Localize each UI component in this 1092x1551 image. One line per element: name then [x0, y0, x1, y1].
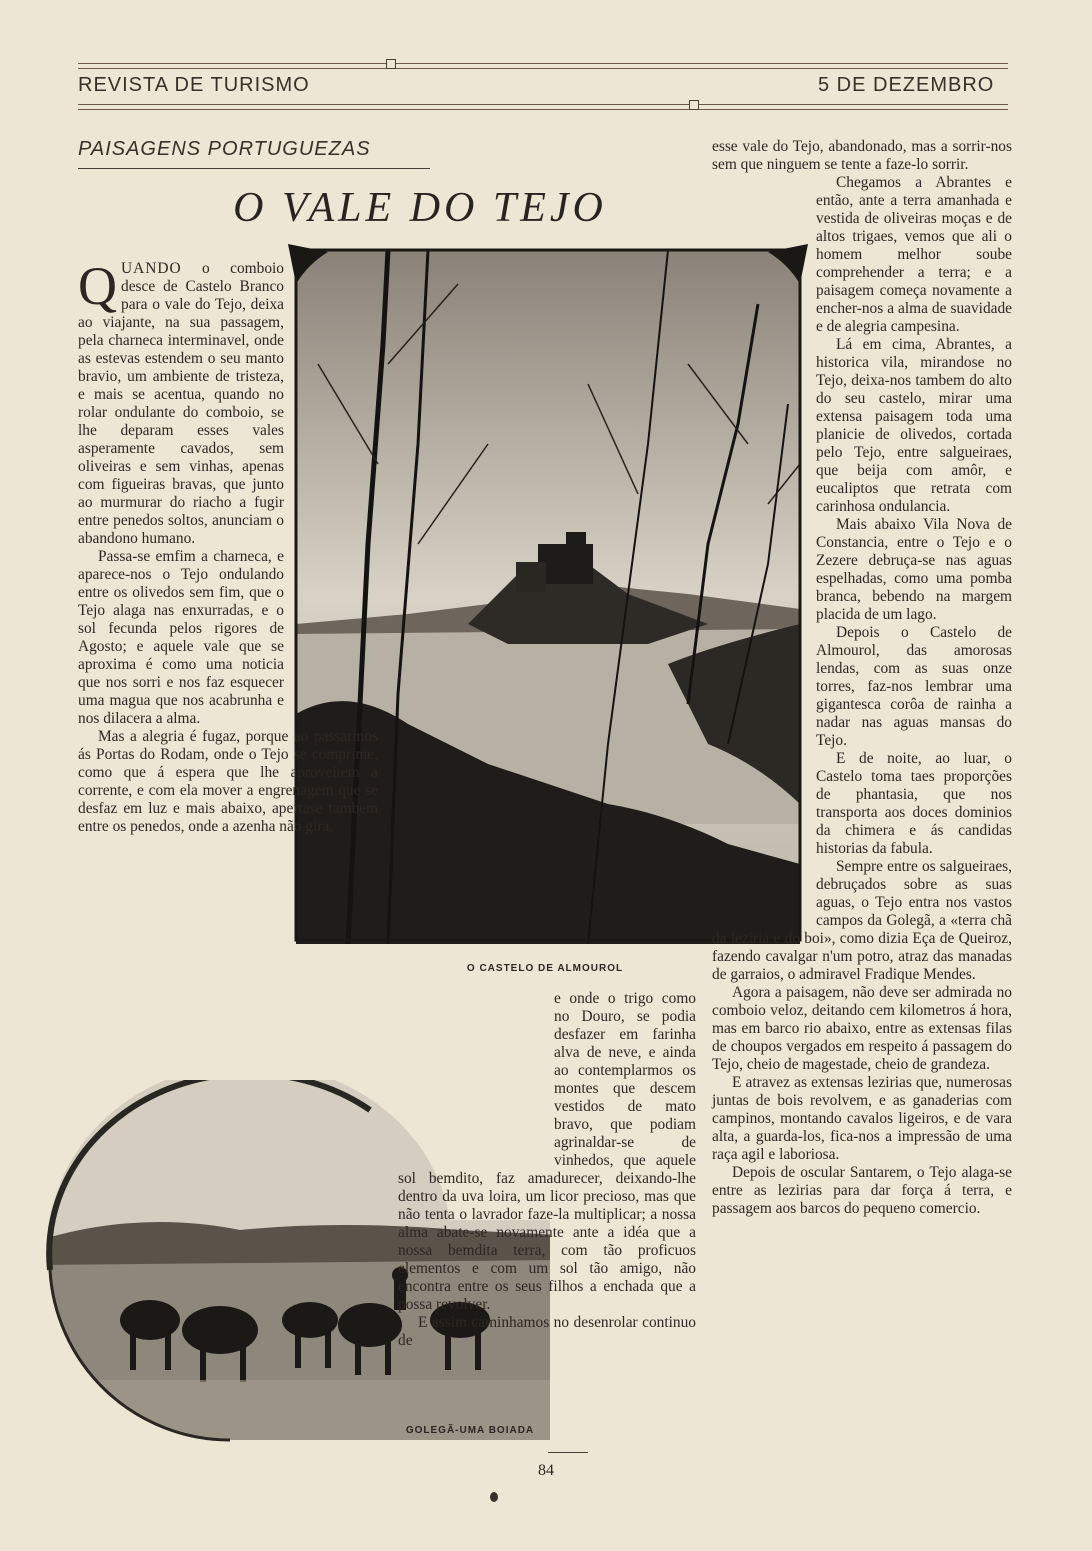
- column-3-paragraph-2: Chegamos a Abrantes e então, ante a terra amanhada e vestida de oliveiras moças e de altos trigaes, vemos que ali o homem melhor soube comprehender a terra; e a paisagem começa novamente a encher-nos a alma de suavidade e de alegria campesina.: [816, 174, 1012, 335]
- column-3-paragraph-3: Lá em cima, Abrantes, a historica vila, mirandose no Tejo, deixa-nos tambem do alto do seu castelo, mirar uma extensa paisagem toda uma planicie de olivedos, cortada pelo Tejo, entre salgueiraes, que beija com amôr, e eucaliptos que retrata com carinhosa ondulancia.: [816, 336, 1012, 515]
- section-title: PAISAGENS PORTUGUEZAS: [78, 138, 371, 160]
- oxen-caption: GOLEGÃ-UMA BOIADA: [405, 1425, 535, 1436]
- column-3-paragraph-10: Depois de oscular Santarem, o Tejo alaga-se entre as lezirias para dar força á terra, e passagem aos barcos do pequeno comercio.: [712, 1164, 1012, 1217]
- issue-date: 5 DE DEZEMBRO: [818, 74, 995, 96]
- paragraph-1: [78, 256, 284, 548]
- column-3-paragraph-5: Depois o Castelo de Almourol, das amorosas lendas, com as suas onze torres, faz-nos lembrar uma gigantesca corôa de rainha a nadar nas aguas mansas do Tejo.: [816, 624, 1012, 749]
- column-3-paragraph-9: E atravez as extensas lezirias que, numerosas juntas de bois revolvem, e as ganaderias com campinos, montando cavalos ligeiros, e de vara alta, a guarda-los, fica-nos a impressão de uma raça agil e laboriosa.: [712, 1074, 1012, 1163]
- column-2-paragraph-2: E assim caminhamos no desenrolar continuo de: [398, 1314, 696, 1349]
- column-3-paragraph-6: E de noite, ao luar, o Castelo toma taes proporções de phantasia, que nos transporta aos doces dominios da chimera e ás candidas historias da fabula.: [816, 750, 1012, 857]
- article-column-2: [398, 990, 696, 1350]
- column-3-paragraph-8: Agora a paisagem, não deve ser admirada no comboio veloz, deitando cem kilometros á hora, mas em barco rio abaixo, entre as extensas filas de choupos vergados em respeito á passagem do Tejo, cheio de magestade, cheio de grandeza.: [712, 984, 1012, 1073]
- paragraph-1-text: o comboio desce de Castelo Branco para o vale do Tejo, deixa ao viajante, na sua passagem, pela charneca interminavel, onde as estevas estendem o seu manto bravio, um ambiente de tristeza, e mais se acentua, quando no rolar ondulante do comboio, se lhe deparam esses vales asperamente cavados, sem oliveiras e sem vinhas, apenas com figueiras bravas, que junto ao murmurar do riacho a fugir entre penedos soltos, anunciam o abandono humano.: [78, 260, 284, 547]
- column-3-paragraph-7: Sempre entre os salgueiraes, debruçados sobre as suas aguas, o Tejo entra nos vastos campos da Golegã, a «terra chã da leziria e do boi», como dizia Eça de Queiroz, fazendo cavalgar n'um potro, atraz das manadas de garraios, o admiravel Fradique Mendes.: [712, 858, 1012, 983]
- article-column-1: [78, 256, 378, 836]
- magazine-name: REVISTA DE TURISMO: [78, 74, 310, 96]
- footer-dot: [490, 1492, 498, 1502]
- header-bottom-rule: [78, 104, 1008, 110]
- column-3-paragraph-1: esse vale do Tejo, abandonado, mas a sorrir-nos sem que ninguem se tente a faze-lo sorrir.: [712, 138, 1012, 173]
- header-bottom-ornament: [689, 100, 699, 110]
- footer-rule: [548, 1452, 588, 1453]
- article-title: O VALE DO TEJO: [233, 185, 607, 231]
- column-2-paragraph-1: e onde o trigo como no Douro, se podia desfazer em farinha alva de neve, e ainda ao contemplarmos os montes que descem vestidos de mato bravo, que podiam agrinaldar-se de vinhedos, que aquele sol bemdito, faz amadurecer, deixando-lhe dentro da uva loira, um licor precioso, mas que não tenta o lavrador faze-la multiplicar; a nossa alma abate-se novamente ante a idéa que a nossa bemdita terra, com tão proficuos elementos e com um sol tão amigo, não encontra entre os seus filhos a enchada que a possa revolver.: [398, 990, 696, 1313]
- lead-word: UANDO: [121, 260, 182, 277]
- column-3-paragraph-4: Mais abaixo Vila Nova de Constancia, entre o Tejo e o Zezere debruça-se nas aguas espelhadas, como uma pomba branca, bebendo na margem placida de um lago.: [816, 516, 1012, 623]
- page-number: 84: [538, 1462, 554, 1479]
- header-top-rule: [78, 63, 1008, 69]
- drop-cap: Q: [78, 256, 117, 316]
- header-top-ornament: [386, 59, 396, 69]
- paragraph-3: Mas a alegria é fugaz, porque ao passarmos ás Portas do Rodam, onde o Tejo se comprime, como que á espera que lhe aproveitem a corrente, e com ela mover a engrenagem que se desfaz em luz e mais abaixo, apertase tambem entre os penedos, onde a azenha não gira,: [78, 728, 378, 835]
- section-underline: [78, 168, 430, 169]
- castle-caption: O CASTELO DE ALMOUROL: [466, 963, 624, 974]
- paragraph-2: Passa-se emfim a charneca, e aparece-nos o Tejo ondulando entre os olivedos sem fim, que o Tejo alaga nas enxurradas, e o sol fecunda pelos rigores de Agosto; e aquele vale que se aproxima é como uma noticia que nos sorri e nos faz esquecer uma magua que nos acabrunha e nos dilacera a alma.: [78, 548, 284, 727]
- article-column-3: [712, 138, 1012, 1218]
